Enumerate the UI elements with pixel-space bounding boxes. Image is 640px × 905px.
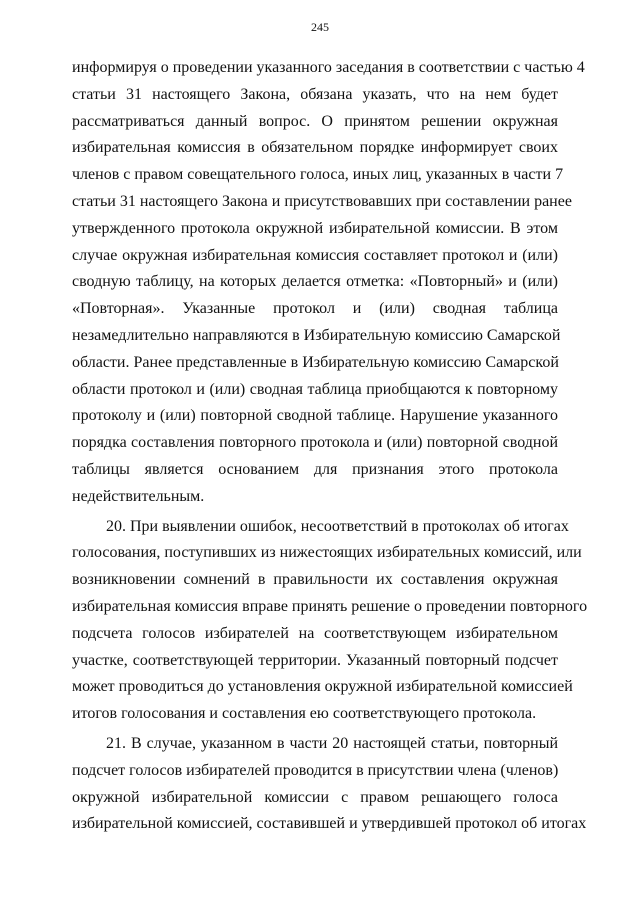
text-line: избирательная комиссия вправе принять решение о проведении повторного: [72, 597, 588, 615]
text-line: незамедлительно направляются в Избирательную комиссию Самарской: [72, 326, 561, 344]
text-line: избирательной комиссией, составившей и утвердившей протокол об итогах: [72, 815, 587, 833]
text-line: порядка составления повторного протокола и (или) повторной сводной: [72, 434, 558, 452]
document-body: [72, 55, 588, 838]
text-line: случае окружная избирательная комиссия составляет протокол и (или): [72, 246, 558, 264]
text-line: утвержденного протокола окружной избирательной комиссии. В этом: [72, 219, 558, 237]
paragraph-continuation: [72, 55, 585, 511]
text-line: «Повторная». Указанные протокол и (или) сводная таблица: [72, 300, 558, 318]
text-line: подсчет голосов избирателей проводится в присутствии члена (членов): [72, 761, 559, 779]
text-line: возникновении сомнений в правильности их составления окружная: [72, 571, 558, 589]
text-line: протоколу и (или) повторной сводной таблице. Нарушение указанного: [72, 407, 558, 425]
text-line: 21. В случае, указанном в части 20 настоящей статьи, повторный: [106, 734, 558, 752]
text-line: может проводиться до установления окружной избирательной комиссией: [72, 678, 573, 696]
text-line: избирательная комиссия в обязательном порядке информирует своих: [72, 139, 558, 157]
text-line: сводную таблицу, на которых делается отметка: «Повторный» и (или): [72, 273, 558, 291]
text-line: таблицы является основанием для признания этого протокола: [72, 460, 558, 478]
text-line: итогов голосования и составления ею соответствующего протокола.: [72, 705, 537, 723]
text-line: статьи 31 настоящего Закона и присутствовавших при составлении ранее: [72, 192, 572, 210]
text-line: рассматриваться данный вопрос. О принятом решении окружная: [72, 112, 558, 130]
text-line: статьи 31 настоящего Закона, обязана указать, что на нем будет: [72, 85, 558, 103]
text-line: подсчета голосов избирателей на соответствующем избирательном: [72, 624, 558, 642]
text-line: 20. При выявлении ошибок, несоответствий в протоколах об итогах: [106, 517, 569, 535]
page-number: 245: [311, 20, 329, 34]
text-line: области протокол и (или) сводная таблица приобщаются к повторному: [72, 380, 558, 398]
paragraph-section-21: [72, 731, 587, 838]
text-line: членов с правом совещательного голоса, иных лиц, указанных в части 7: [72, 166, 564, 184]
text-line: окружной избирательной комиссии с правом решающего голоса: [72, 788, 558, 806]
paragraph-section-20: [72, 514, 588, 728]
text-line: недействительным.: [72, 487, 205, 505]
text-line: области. Ранее представленные в Избирательную комиссию Самарской: [72, 353, 559, 371]
text-line: информируя о проведении указанного заседания в соответствии с частью 4: [72, 59, 585, 76]
text-line: участке, соответствующей территории. Указанный повторный подсчет: [72, 651, 558, 669]
text-line: голосования, поступивших из нижестоящих избирательных комиссий, или: [72, 544, 582, 562]
